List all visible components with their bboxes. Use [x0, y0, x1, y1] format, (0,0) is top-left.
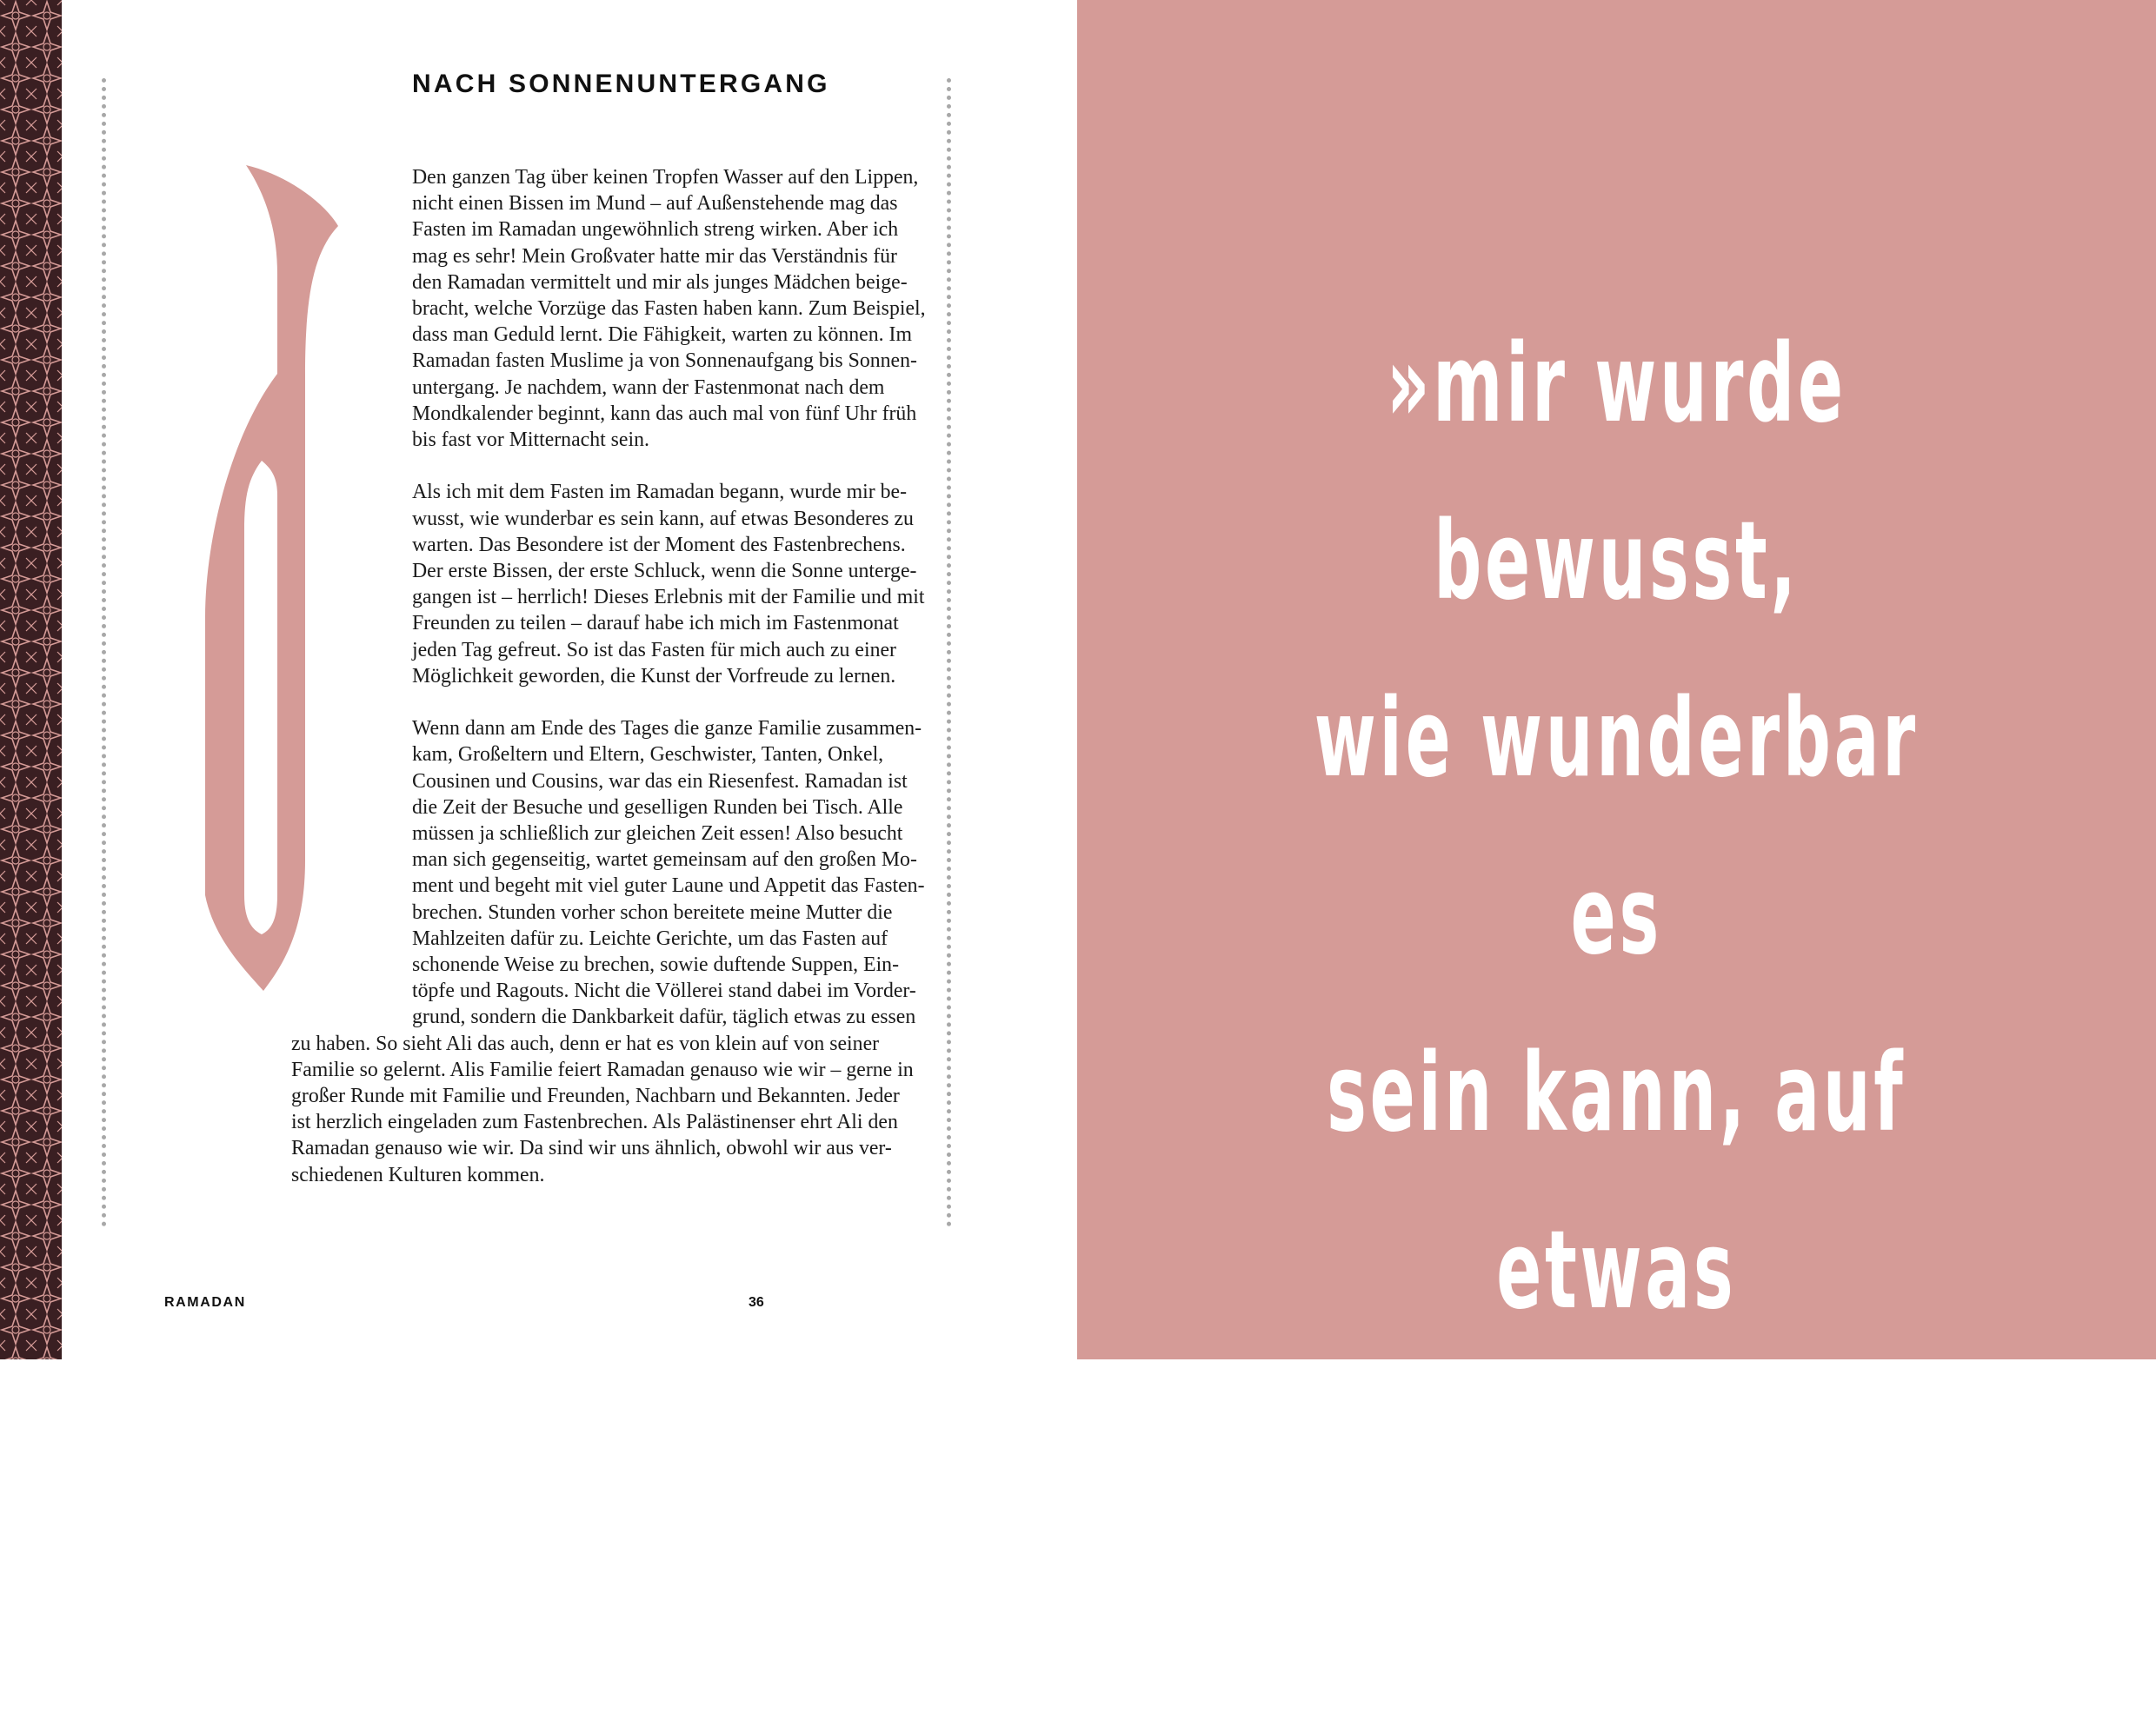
paragraph-3-full-width: zu haben. So sieht Ali das auch, denn er hat es von klein auf von seiner Familie so gelernt. Alis Familie feiert Ramadan genauso wie wir – gerne in großer Runde mit Familie und Freunden, Nachbarn und Bekannten. Jeder ist herzlich eingeladen zum Fastenbrechen. Als Palästinenser ehrt Ali den Ramadan genauso wie wir. Da sind wir uns ähnlich, obwohl wir aus ver- schiedenen Kulturen kommen. — [291, 1032, 914, 1186]
paragraph-2: Als ich mit dem Fasten im Ramadan begann, wurde mir be- wusst, wie wunderbar es sein kann, auf etwas Besonderes zu warten. Das Besondere ist der Moment des Fastenbrechens. Der erste Bissen, der erste Schluck, wenn die Sonne unterge- gangen ist – herrlich! Dieses Erlebnis mit der Familie und mit Freunden zu teilen – darauf habe ich mich im Fastenmonat jeden Tag gefreut. So ist das Fasten für mich auch zu einer Möglichkeit geworden, die Kunst der Vorfreude zu lernen. — [412, 481, 925, 688]
running-head: RAMADAN — [164, 1295, 246, 1310]
right-page — [1077, 0, 2156, 1688]
page-number: 36 — [749, 1295, 764, 1310]
decorative-pattern-border — [0, 0, 62, 1359]
paragraph-1: Den ganzen Tag über keinen Tropfen Wasser auf den Lippen, nicht einen Bissen im Mund – auf Außenstehende mag das Fasten im Ramadan ungewöhnlich streng wirken. Aber ich mag es sehr! Mein Großvater hatte mir das Verständnis für den Ramadan vermittelt und mir als junges Mädchen beige- bracht, welche Vorzüge das Fasten haben kann. Zum Beispiel, dass man Geduld lernt. Die Fähigkeit, warten zu können. Im Ramadan fasten Muslime ja von Sonnenaufgang bis Sonnen- untergang. Je nachdem, wann der Fastenmonat nach dem Mondkalender beginnt, kann das auch mal von fünf Uhr früh bis fast vor Mitternacht sein. — [412, 166, 926, 452]
dotted-rule-left — [102, 78, 106, 1227]
paragraph-3-indented: Wenn dann am Ende des Tages die ganze Familie zusammen- kam, Großeltern und Eltern, Geschwister, Tanten, Onkel, Cousinen und Cousins, war das ein Riesenfest. Ramadan ist die Zeit der Besuche und geselligen Runden bei Tisch. Alle müssen ja schließlich zur gleichen Zeit essen! Also besucht man sich gegenseitig, wartet gemeinsam auf den großen Mo- ment und begeht mit viel guter Laune und Appetit das Fasten- brechen. Stunden vorher schon bereitete meine Mutter die Mahlzeiten dafür zu. Leichte Gerichte, um das Fasten auf schonende Weise zu brechen, sowie duftende Suppen, Ein- töpfe und Ragouts. Nicht die Völlerei stand dabei im Vorder- grund, sondern die Dankbarkeit dafür, täglich etwas zu essen — [412, 717, 925, 1029]
article-body — [291, 164, 978, 1188]
pull-quote: »mir wurde bewusst, wie wunderbar es sein kann, auf etwas besonderes zu warten.« — [1314, 322, 1919, 1688]
section-title: NACH SONNENUNTERGANG — [412, 70, 830, 98]
left-page — [62, 0, 1077, 1359]
